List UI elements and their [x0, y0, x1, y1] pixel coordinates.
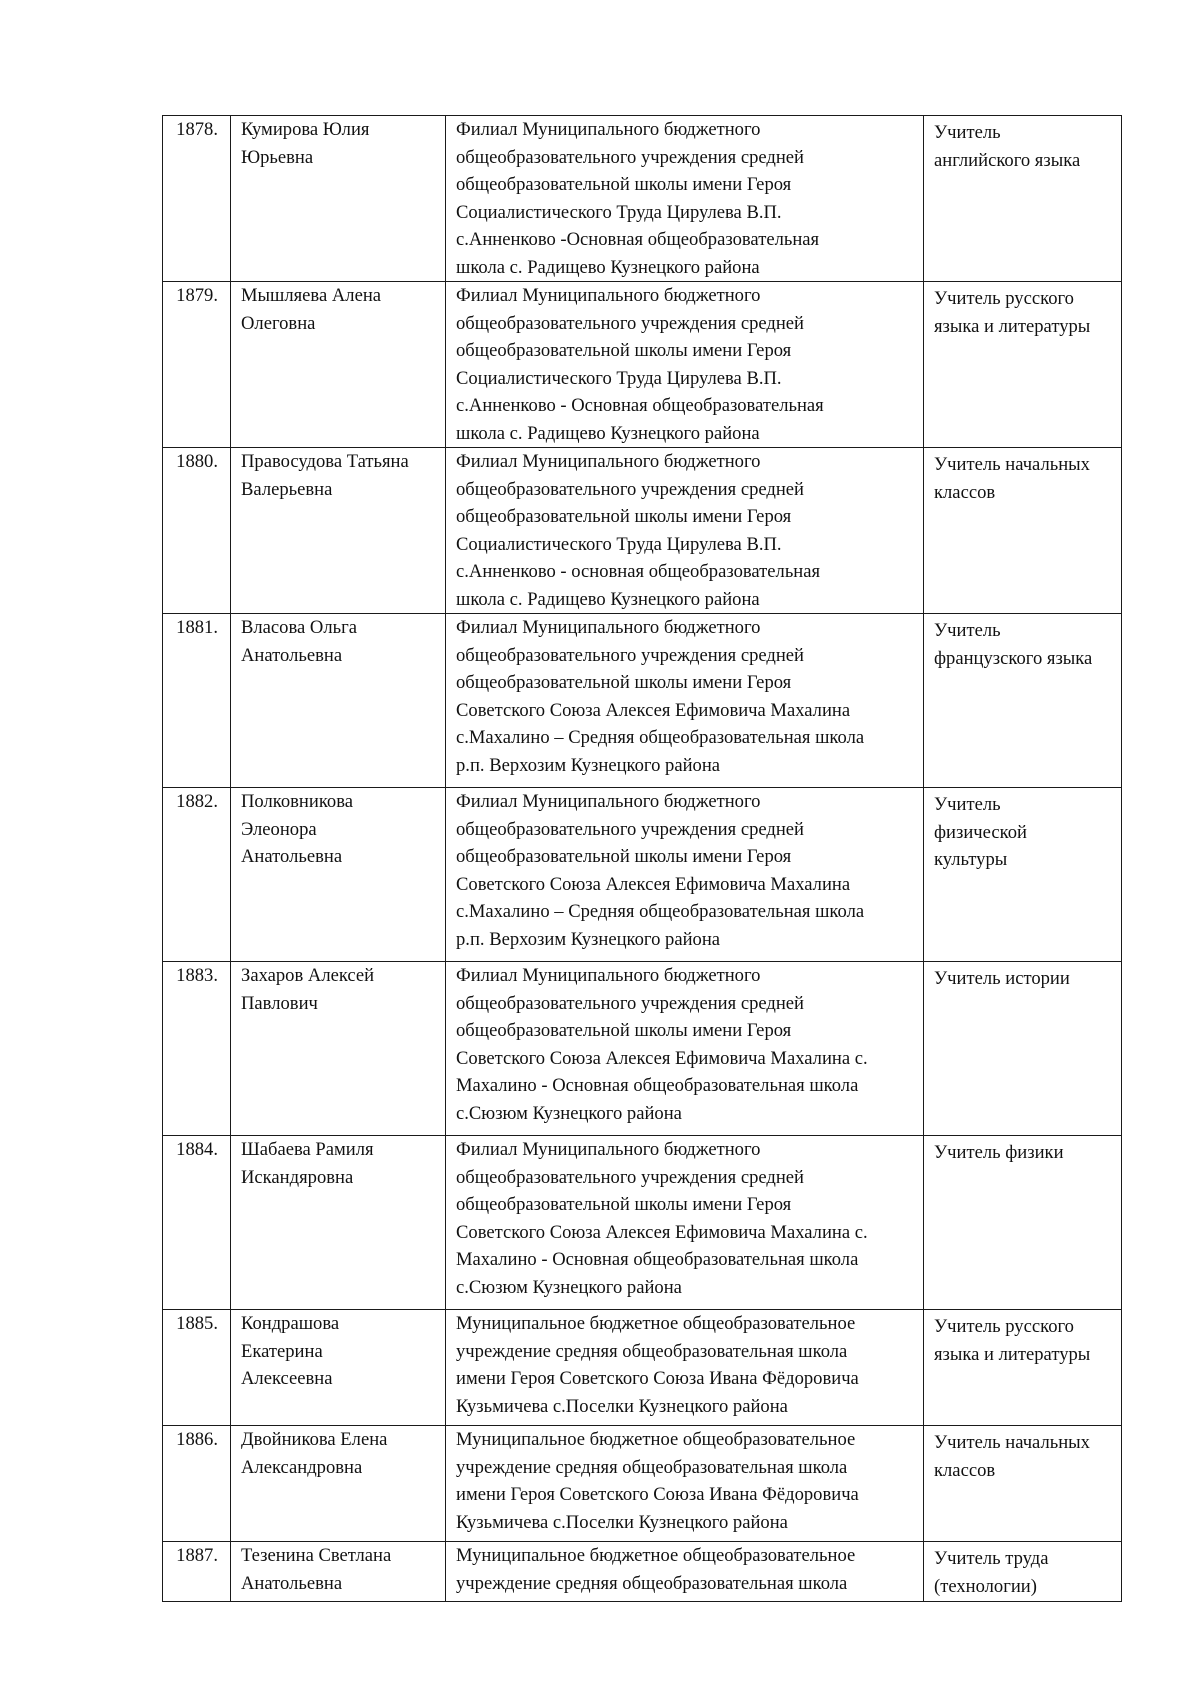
- position-title: [924, 1542, 1122, 1602]
- organization-name-line: с.Сюзюм Кузнецкого района: [456, 1102, 682, 1124]
- organization-name-line: Социалистического Труда Цирулева В.П.: [456, 201, 782, 223]
- person-name-line: Олеговна: [241, 312, 316, 334]
- position-title-line: (технологии): [934, 1575, 1037, 1597]
- organization-name-line: Филиал Муниципального бюджетного: [456, 285, 761, 306]
- person-name-line: Двойникова Елена: [241, 1429, 388, 1450]
- organization-name-line: с.Анненково - Основная общеобразовательная: [456, 395, 824, 416]
- table-row: [163, 1136, 1122, 1310]
- organization-name-line: общеобразовательного учреждения средней: [456, 818, 804, 840]
- person-name-line: Екатерина: [241, 1340, 323, 1362]
- row-number: 1884.: [163, 1136, 231, 1310]
- person-name: [231, 116, 446, 282]
- position-title-line: Учитель начальных: [934, 454, 1090, 475]
- organization-name-line: Советского Союза Алексея Ефимовича Махалина: [456, 873, 851, 895]
- organization-name-line: Филиал Муниципального бюджетного: [456, 617, 761, 638]
- organization-name-line: общеобразовательной школы имени Героя: [456, 340, 792, 361]
- organization-name-line: р.п. Верхозим Кузнецкого района: [456, 928, 721, 950]
- organization-name-line: имени Героя Советского Союза Ивана Фёдоровича: [456, 1484, 859, 1505]
- organization-name-line: общеобразовательного учреждения средней: [456, 478, 804, 500]
- person-name: [231, 282, 446, 448]
- position-title-line: культуры: [934, 849, 1008, 870]
- position-title: [924, 1310, 1122, 1426]
- organization-name: [446, 614, 924, 788]
- person-name-line: Кондрашова: [241, 1313, 340, 1334]
- person-name-line: Тезенина Светлана: [241, 1545, 392, 1566]
- organization-name-line: Социалистического Труда Цирулева В.П.: [456, 367, 782, 389]
- organization-name-line: Советского Союза Алексея Ефимовича Махалина с.: [456, 1221, 868, 1243]
- table-row: [163, 1310, 1122, 1426]
- position-title-line: французского языка: [934, 647, 1093, 669]
- position-title-line: Учитель русского: [934, 288, 1074, 309]
- organization-name-line: Филиал Муниципального бюджетного: [456, 965, 761, 986]
- person-name-line: Шабаева Рамиля: [241, 1139, 374, 1160]
- organization-name: [446, 116, 924, 282]
- organization-name-line: Филиал Муниципального бюджетного: [456, 1139, 761, 1160]
- person-name-line: Власова Ольга: [241, 617, 357, 638]
- row-number: 1886.: [163, 1426, 231, 1542]
- organization-name-line: Кузьмичева с.Поселки Кузнецкого района: [456, 1395, 788, 1417]
- organization-name-line: с.Анненково -Основная общеобразовательная: [456, 229, 820, 250]
- row-number: 1883.: [163, 962, 231, 1136]
- organization-name-line: учреждение средняя общеобразовательная школа: [456, 1572, 848, 1594]
- organization-name-line: школа с. Радищево Кузнецкого района: [456, 422, 760, 444]
- position-title-line: языка и литературы: [934, 315, 1091, 337]
- row-number: 1879.: [163, 282, 231, 448]
- person-name: [231, 1426, 446, 1542]
- organization-name-line: с.Анненково - основная общеобразовательная: [456, 561, 821, 582]
- organization-name-line: Махалино - Основная общеобразовательная школа: [456, 1249, 859, 1270]
- table-row: [163, 962, 1122, 1136]
- row-number: 1887.: [163, 1542, 231, 1602]
- position-title-line: классов: [934, 481, 996, 503]
- position-title-line: Учитель: [934, 122, 1001, 143]
- table-row: [163, 614, 1122, 788]
- position-title-line: Учитель русского: [934, 1316, 1074, 1337]
- person-name: [231, 448, 446, 614]
- person-name-line: Анатольевна: [241, 644, 343, 666]
- person-name-line: Валерьевна: [241, 478, 333, 500]
- organization-name-line: общеобразовательного учреждения средней: [456, 146, 804, 168]
- organization-name-line: общеобразовательной школы имени Героя: [456, 506, 792, 527]
- row-number: 1881.: [163, 614, 231, 788]
- position-title-line: Учитель начальных: [934, 1432, 1090, 1453]
- organization-name-line: Советского Союза Алексея Ефимовича Махалина с.: [456, 1047, 868, 1069]
- organization-name-line: Советского Союза Алексея Ефимовича Махалина: [456, 699, 851, 721]
- organization-name-line: общеобразовательной школы имени Героя: [456, 846, 792, 867]
- organization-name-line: общеобразовательного учреждения средней: [456, 1166, 804, 1188]
- person-name-line: Искандяровна: [241, 1166, 354, 1188]
- table-row: [163, 1426, 1122, 1542]
- person-name-line: Кумирова Юлия: [241, 119, 370, 140]
- position-title: [924, 962, 1122, 1136]
- organization-name-line: Муниципальное бюджетное общеобразовательное: [456, 1313, 856, 1334]
- position-title-line: языка и литературы: [934, 1343, 1091, 1365]
- person-name-line: Правосудова Татьяна: [241, 451, 409, 472]
- organization-name: [446, 962, 924, 1136]
- position-title: [924, 116, 1122, 282]
- position-title: [924, 788, 1122, 962]
- organization-name: [446, 788, 924, 962]
- person-name: [231, 1542, 446, 1602]
- person-name: [231, 788, 446, 962]
- organization-name: [446, 448, 924, 614]
- organization-name-line: общеобразовательного учреждения средней: [456, 312, 804, 334]
- person-name-line: Павлович: [241, 992, 318, 1014]
- person-name-line: Анатольевна: [241, 846, 343, 867]
- organization-name-line: общеобразовательной школы имени Героя: [456, 1020, 792, 1041]
- organization-name: [446, 1426, 924, 1542]
- organization-name-line: р.п. Верхозим Кузнецкого района: [456, 754, 721, 776]
- organization-name-line: Кузьмичева с.Поселки Кузнецкого района: [456, 1511, 788, 1533]
- organization-name-line: школа с. Радищево Кузнецкого района: [456, 256, 760, 278]
- table-row: [163, 788, 1122, 962]
- organization-name-line: Филиал Муниципального бюджетного: [456, 451, 761, 472]
- organization-name-line: общеобразовательной школы имени Героя: [456, 1194, 792, 1215]
- person-name: [231, 1136, 446, 1310]
- person-name-line: Мышляева Алена: [241, 285, 382, 306]
- organization-name-line: имени Героя Советского Союза Ивана Фёдоровича: [456, 1368, 859, 1389]
- person-name-line: Элеонора: [241, 818, 317, 840]
- organization-name: [446, 1542, 924, 1602]
- person-name-line: Анатольевна: [241, 1572, 343, 1594]
- organization-name-line: с.Сюзюм Кузнецкого района: [456, 1276, 682, 1298]
- position-title-line: классов: [934, 1459, 996, 1481]
- position-title-line: Учитель физики: [934, 1142, 1064, 1163]
- position-title: [924, 282, 1122, 448]
- table-row: [163, 282, 1122, 448]
- organization-name-line: общеобразовательной школы имени Героя: [456, 672, 792, 693]
- row-number: 1880.: [163, 448, 231, 614]
- position-title: [924, 448, 1122, 614]
- organization-name: [446, 1136, 924, 1310]
- organization-name-line: общеобразовательного учреждения средней: [456, 992, 804, 1014]
- organization-name-line: учреждение средняя общеобразовательная школа: [456, 1456, 848, 1478]
- organization-name-line: учреждение средняя общеобразовательная школа: [456, 1340, 848, 1362]
- position-title-line: Учитель труда: [934, 1548, 1049, 1569]
- person-name: [231, 1310, 446, 1426]
- table-row: [163, 1542, 1122, 1602]
- position-title: [924, 1426, 1122, 1542]
- position-title-line: физической: [934, 821, 1027, 843]
- organization-name-line: Филиал Муниципального бюджетного: [456, 119, 761, 140]
- person-name: [231, 614, 446, 788]
- person-name: [231, 962, 446, 1136]
- organization-name-line: с.Махалино – Средняя общеобразовательная школа: [456, 727, 865, 748]
- row-number: 1885.: [163, 1310, 231, 1426]
- person-name-line: Захаров Алексей: [241, 965, 375, 986]
- position-title-line: Учитель: [934, 794, 1001, 815]
- table-row: [163, 116, 1122, 282]
- teacher-registry-table: [162, 115, 1122, 1602]
- organization-name: [446, 282, 924, 448]
- organization-name-line: Махалино - Основная общеобразовательная школа: [456, 1075, 859, 1096]
- position-title: [924, 614, 1122, 788]
- organization-name-line: общеобразовательного учреждения средней: [456, 644, 804, 666]
- position-title-line: Учитель истории: [934, 968, 1070, 989]
- organization-name-line: Филиал Муниципального бюджетного: [456, 791, 761, 812]
- organization-name-line: Социалистического Труда Цирулева В.П.: [456, 533, 782, 555]
- row-number: 1882.: [163, 788, 231, 962]
- row-number: 1878.: [163, 116, 231, 282]
- person-name-line: Алексеевна: [241, 1368, 333, 1389]
- person-name-line: Полковникова: [241, 791, 353, 812]
- organization-name-line: с.Махалино – Средняя общеобразовательная школа: [456, 901, 865, 922]
- organization-name: [446, 1310, 924, 1426]
- organization-name-line: Муниципальное бюджетное общеобразовательное: [456, 1545, 856, 1566]
- position-title: [924, 1136, 1122, 1310]
- position-title-line: Учитель: [934, 620, 1001, 641]
- organization-name-line: школа с. Радищево Кузнецкого района: [456, 588, 760, 610]
- position-title-line: английского языка: [934, 149, 1081, 171]
- registry-body: [163, 116, 1122, 1602]
- table-row: [163, 448, 1122, 614]
- organization-name-line: Муниципальное бюджетное общеобразовательное: [456, 1429, 856, 1450]
- person-name-line: Александровна: [241, 1456, 363, 1478]
- organization-name-line: общеобразовательной школы имени Героя: [456, 174, 792, 195]
- person-name-line: Юрьевна: [241, 146, 314, 168]
